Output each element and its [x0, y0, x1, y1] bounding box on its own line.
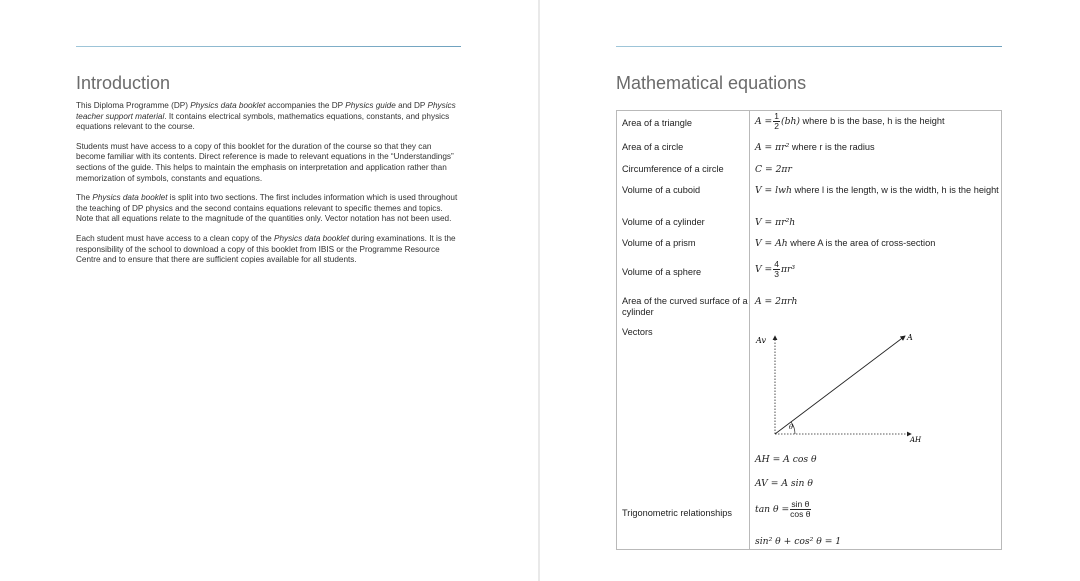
eq-circumference: C = 2πr	[755, 164, 792, 175]
eq-curved-surface: A = 2πrh	[755, 296, 798, 307]
label-ah: AH	[910, 436, 922, 444]
intro-paragraph-4: Each student must have access to a clean copy of the Physics data booklet during examinations. It is the responsibility of the school to download a copy of this booklet from IBIS or the Programme Resource Centre and to ensure that there are sufficient copies available for all students.	[76, 233, 456, 265]
row-label-prism: Volume of a prism	[622, 238, 696, 248]
intro-paragraph-2: Students must have access to a copy of this booklet for the duration of the course so that they can become familiar with its contents. Direct reference is made to relevant equations in the “Understandings” sections of the guide. This helps to maintain the emphasis on interpretation and application rather than memorization of symbols, constants and equations.	[76, 141, 454, 183]
header-rule	[616, 46, 1002, 47]
label-av: Av	[756, 336, 766, 345]
eq-cuboid: V = lwh where l is the length, w is the width, h is the height	[755, 185, 999, 196]
row-label-curved-surface: Area of the curved surface of a cylinder	[622, 296, 748, 317]
eq-prism: V = Ah where A is the area of cross-section	[755, 238, 936, 249]
eq-tan: tan θ = $\frac{\text{sin θ}}{\text{cos θ}}$	[755, 499, 811, 519]
eq-vector-vertical: AV = A sin θ	[755, 478, 813, 489]
intro-paragraph-1: This Diploma Programme (DP) Physics data booklet accompanies the DP Physics guide and DP Physics teacher support material. It contains electrical symbols, mathematics equations, constants, and physics equations relevant to the course.	[76, 101, 456, 132]
label-a: A	[907, 333, 913, 342]
page-title: Introduction	[76, 73, 171, 93]
equations-table	[616, 110, 1002, 550]
row-label-circumference: Circumference of a circle	[622, 164, 724, 174]
page-title: Mathematical equations	[616, 73, 807, 93]
column-divider	[749, 111, 750, 549]
eq-triangle: A = $\frac{1}{2}$ (bh) where b is the base, h is the height	[755, 111, 945, 131]
intro-paragraph-3: The Physics data booklet is split into two sections. The first includes information which is used throughout the teaching of DP physics and the second contains equations relevant to specific themes and topics. Note that all equations relate to the magnitude of the quantities only. Vector notation has not been used.	[76, 193, 458, 224]
eq-circle-area: A = πr² where r is the radius	[755, 142, 875, 153]
row-label-sphere: Volume of a sphere	[622, 267, 702, 277]
row-label-vectors: Vectors	[622, 327, 653, 337]
row-label-circle-area: Area of a circle	[622, 142, 684, 152]
page-mathematical-equations	[540, 0, 1080, 581]
label-theta: θ	[789, 423, 793, 431]
row-label-trigonometric: Trigonometric relationships	[622, 508, 732, 518]
eq-cylinder: V = πr²h	[755, 217, 796, 228]
row-label-cylinder: Volume of a cylinder	[622, 217, 705, 227]
row-label-triangle: Area of a triangle	[622, 118, 692, 128]
row-label-cuboid: Volume of a cuboid	[622, 185, 701, 195]
page-introduction	[0, 0, 538, 581]
eq-trig-identity: sin² θ + cos² θ = 1	[755, 536, 842, 547]
eq-vector-horizontal: AH = A cos θ	[755, 454, 817, 465]
header-rule	[76, 46, 461, 47]
eq-sphere: V = $\frac{4}{3}$ πr³	[755, 259, 796, 279]
vector-diagram	[755, 331, 935, 446]
vector-a-line	[775, 336, 905, 434]
intro-text	[76, 101, 462, 275]
